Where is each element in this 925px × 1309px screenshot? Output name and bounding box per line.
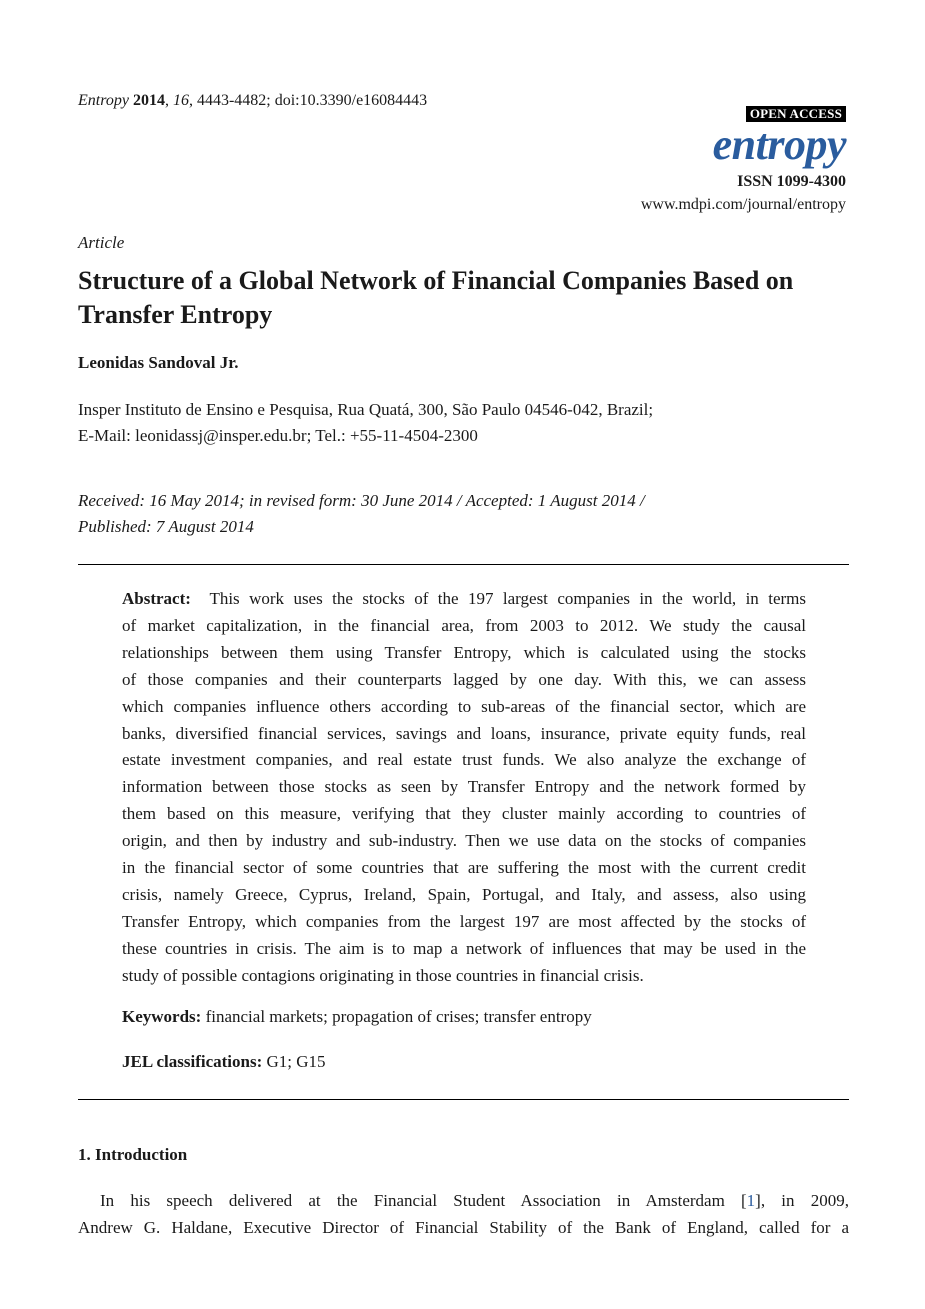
title-line: Transfer Entropy [78,300,273,329]
open-access-badge: OPEN ACCESS [746,106,846,122]
journal-volume: 16 [172,92,189,109]
divider [78,564,849,565]
abstract-line: of those companies and their counterparts lagged by one day. With this, we can assess [122,669,806,689]
affiliation [78,397,653,449]
keywords [122,1006,592,1028]
abstract-line: relationships between them using Transfer Entropy, which is calculated using the stocks [122,642,806,662]
jel-label: JEL classifications: [122,1052,263,1071]
publication-dates [78,488,645,540]
abstract-line: of market capitalization, in the financial area, from 2003 to 2012. We study the causal [122,615,806,635]
author: Leonidas Sandoval Jr. [78,353,239,372]
body-line: Andrew G. Haldane, Executive Director of Financial Stability of the Bank of England, called for a [78,1218,849,1237]
journal-year: 2014 [132,92,165,109]
keywords-label: Keywords: [122,1007,202,1026]
section-heading: 1. Introduction [78,1145,188,1164]
body-line [78,1187,849,1214]
dates-line: Published: 7 August 2014 [78,517,254,536]
abstract-line: them based on this measure, verifying that they cluster mainly according to countries of [122,804,806,824]
keywords-text: financial markets; propagation of crises; transfer entropy [205,1007,592,1026]
issn: ISSN 1099-4300 [737,173,846,190]
journal-name: Entropy [78,92,129,109]
body-text [78,1187,849,1241]
abstract-line [122,586,806,613]
abstract-line: information between those stocks as seen by Transfer Entropy and the network formed by [122,777,806,797]
abstract-line: crisis, namely Greece, Cyprus, Ireland, Spain, Portugal, and Italy, and assess, also using [122,884,806,904]
citation-rest: , 4443-4482; doi:10.3390/e16084443 [188,92,428,109]
article-title [78,264,858,332]
abstract-line: study of possible contagions originating in those countries in financial crisis. [122,965,644,985]
jel-classifications [122,1051,326,1073]
article-type: Article [78,233,125,252]
dates-line: Received: 16 May 2014; in revised form: 30 June 2014 / Accepted: 1 August 2014 / [78,491,645,510]
divider [78,1099,849,1100]
abstract-line: Transfer Entropy, which companies from the largest 197 are most affected by the stocks of [122,911,806,931]
journal-logo: entropy [712,120,846,169]
journal-url[interactable]: www.mdpi.com/journal/entropy [640,196,846,213]
body-text-span: In his speech delivered at the Financial Student Association in Amsterdam [ [100,1191,747,1210]
reference-link[interactable]: 1 [746,1191,756,1210]
affiliation-line: E-Mail: leonidassj@insper.edu.br; Tel.: +55-11-4504-2300 [78,426,478,445]
abstract-line: estate investment companies, and real estate trust funds. We also analyze the exchange of [122,750,806,770]
title-line: Structure of a Global Network of Financial Companies Based on [78,266,794,295]
jel-text: G1; G15 [266,1052,326,1071]
abstract-label: Abstract: [122,589,191,608]
abstract [122,586,806,990]
abstract-line: these countries in crisis. The aim is to map a network of influences that may be used in the [122,938,806,958]
abstract-text: This work uses the stocks of the 197 largest companies in the world, in terms [209,589,806,608]
affiliation-line: Insper Instituto de Ensino e Pesquisa, Rua Quatá, 300, São Paulo 04546-042, Brazil; [78,400,654,419]
abstract-line: which companies influence others according to sub-areas of the financial sector, which are [122,696,806,716]
abstract-line: origin, and then by industry and sub-industry. Then we use data on the stocks of companies [122,831,806,851]
abstract-line: in the financial sector of some countries that are suffering the most with the current credit [122,858,806,878]
citation-line: Entropy 2014, 16, 4443-4482; doi:10.3390/e16084443 [78,92,428,109]
abstract-line: banks, diversified financial services, savings and loans, insurance, private equity funds, real [122,723,806,743]
body-text-span: ], in 2009, [755,1191,849,1210]
